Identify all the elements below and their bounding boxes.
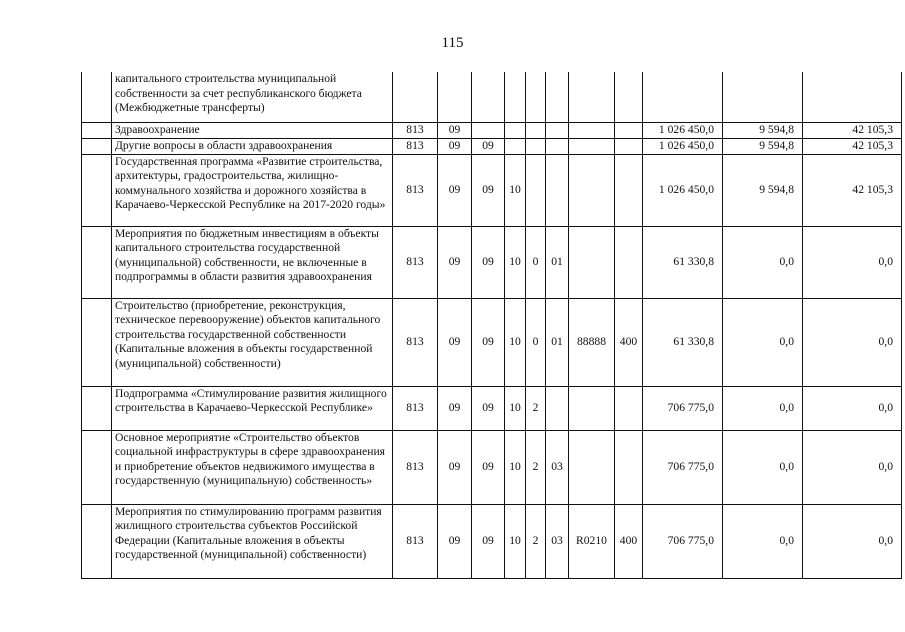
section-code-cell: 09 [438, 504, 472, 578]
table-row [82, 504, 902, 578]
amount-year-3-cell: 0,0 [803, 504, 902, 578]
page-number: 115 [441, 35, 464, 51]
subsection-code-cell: 09 [472, 430, 505, 504]
event-code-cell: 01 [546, 298, 569, 386]
item-name-cell: капитального строительства муниципальной собственности за счет республиканского бюджета (Межбюджетные трансферты) [112, 72, 393, 122]
program-code-cell: 10 [505, 154, 526, 226]
event-code-cell [546, 386, 569, 430]
amount-year-2-cell: 0,0 [723, 504, 803, 578]
event-code-cell [546, 138, 569, 154]
subprogram-code-cell [526, 122, 546, 138]
program-code-cell [505, 138, 526, 154]
table-row [82, 430, 902, 504]
budget-table [81, 72, 902, 579]
amount-year-2-cell: 9 594,8 [723, 138, 803, 154]
section-code-cell: 09 [438, 430, 472, 504]
amount-year-3-cell: 0,0 [803, 386, 902, 430]
table-row [82, 154, 902, 226]
subprogram-code-cell [526, 154, 546, 226]
amount-year-3-cell: 42 105,3 [803, 122, 902, 138]
item-name-cell: Государственная программа «Развитие строительства, архитектуры, градостроительства, жилищно-коммунального хозяйства и дорожного хозяйства в Карачаево-Черкесской Республике на 2017-2020 годы» [112, 154, 393, 226]
program-code-cell: 10 [505, 386, 526, 430]
event-code-cell [546, 72, 569, 122]
row-number-cell [82, 386, 112, 430]
event-code-cell [546, 122, 569, 138]
ministry-code-cell: 813 [393, 122, 438, 138]
item-name-cell: Основное мероприятие «Строительство объектов социальной инфраструктуры в сфере здравоохранения и приобретение объектов недвижимого имущества в государственную (муниципальную) собственность» [112, 430, 393, 504]
program-code-cell: 10 [505, 298, 526, 386]
event-code-cell: 03 [546, 430, 569, 504]
direction-code-cell [569, 72, 615, 122]
subsection-code-cell [472, 122, 505, 138]
amount-year-2-cell: 0,0 [723, 226, 803, 298]
subsection-code-cell: 09 [472, 226, 505, 298]
amount-year-3-cell: 42 105,3 [803, 154, 902, 226]
amount-year-2-cell [723, 72, 803, 122]
amount-year-1-cell: 706 775,0 [643, 430, 723, 504]
event-code-cell: 01 [546, 226, 569, 298]
expense-type-cell [615, 72, 643, 122]
amount-year-3-cell: 0,0 [803, 298, 902, 386]
subsection-code-cell: 09 [472, 386, 505, 430]
expense-type-cell [615, 226, 643, 298]
ministry-code-cell: 813 [393, 138, 438, 154]
row-number-cell [82, 504, 112, 578]
amount-year-3-cell: 0,0 [803, 226, 902, 298]
ministry-code-cell: 813 [393, 430, 438, 504]
subsection-code-cell: 09 [472, 154, 505, 226]
amount-year-3-cell [803, 72, 902, 122]
expense-type-cell: 400 [615, 298, 643, 386]
direction-code-cell [569, 154, 615, 226]
table-row [82, 226, 902, 298]
row-number-cell [82, 122, 112, 138]
subprogram-code-cell [526, 138, 546, 154]
amount-year-2-cell: 0,0 [723, 430, 803, 504]
event-code-cell: 03 [546, 504, 569, 578]
subsection-code-cell: 09 [472, 298, 505, 386]
amount-year-2-cell: 0,0 [723, 386, 803, 430]
table-row [82, 386, 902, 430]
subsection-code-cell: 09 [472, 504, 505, 578]
section-code-cell: 09 [438, 154, 472, 226]
direction-code-cell [569, 386, 615, 430]
expense-type-cell [615, 154, 643, 226]
program-code-cell [505, 122, 526, 138]
direction-code-cell [569, 138, 615, 154]
ministry-code-cell: 813 [393, 504, 438, 578]
row-number-cell [82, 430, 112, 504]
ministry-code-cell [393, 72, 438, 122]
program-code-cell: 10 [505, 226, 526, 298]
expense-type-cell: 400 [615, 504, 643, 578]
subprogram-code-cell: 0 [526, 298, 546, 386]
table-row [82, 122, 902, 138]
amount-year-1-cell [643, 72, 723, 122]
ministry-code-cell: 813 [393, 386, 438, 430]
subprogram-code-cell: 2 [526, 430, 546, 504]
amount-year-2-cell: 9 594,8 [723, 122, 803, 138]
ministry-code-cell: 813 [393, 226, 438, 298]
section-code-cell: 09 [438, 122, 472, 138]
subsection-code-cell [472, 72, 505, 122]
subprogram-code-cell: 2 [526, 386, 546, 430]
direction-code-cell: R0210 [569, 504, 615, 578]
amount-year-1-cell: 61 330,8 [643, 298, 723, 386]
item-name-cell: Подпрограмма «Стимулирование развития жилищного строительства в Карачаево-Черкесской Республике» [112, 386, 393, 430]
table-row [82, 298, 902, 386]
expense-type-cell [615, 386, 643, 430]
subprogram-code-cell: 0 [526, 226, 546, 298]
section-code-cell: 09 [438, 138, 472, 154]
expense-type-cell [615, 122, 643, 138]
ministry-code-cell: 813 [393, 154, 438, 226]
row-number-cell [82, 72, 112, 122]
amount-year-1-cell: 706 775,0 [643, 386, 723, 430]
program-code-cell [505, 72, 526, 122]
amount-year-1-cell: 61 330,8 [643, 226, 723, 298]
amount-year-1-cell: 1 026 450,0 [643, 122, 723, 138]
table-row [82, 138, 902, 154]
amount-year-1-cell: 1 026 450,0 [643, 138, 723, 154]
item-name-cell: Строительство (приобретение, реконструкция, техническое перевооружение) объектов капитального строительства государственной собственности (Капитальные вложения в объекты государственной (муниципальной) собственности) [112, 298, 393, 386]
direction-code-cell: 88888 [569, 298, 615, 386]
amount-year-3-cell: 0,0 [803, 430, 902, 504]
row-number-cell [82, 226, 112, 298]
item-name-cell: Мероприятия по бюджетным инвестициям в объекты капитального строительства государственной (муниципальной) собственности, не включенные в подпрограммы в области развития здравоохранения [112, 226, 393, 298]
subprogram-code-cell [526, 72, 546, 122]
row-number-cell [82, 138, 112, 154]
program-code-cell: 10 [505, 430, 526, 504]
direction-code-cell [569, 430, 615, 504]
section-code-cell: 09 [438, 386, 472, 430]
item-name-cell: Другие вопросы в области здравоохранения [112, 138, 393, 154]
direction-code-cell [569, 226, 615, 298]
amount-year-3-cell: 42 105,3 [803, 138, 902, 154]
amount-year-1-cell: 1 026 450,0 [643, 154, 723, 226]
amount-year-2-cell: 9 594,8 [723, 154, 803, 226]
event-code-cell [546, 154, 569, 226]
section-code-cell: 09 [438, 226, 472, 298]
subprogram-code-cell: 2 [526, 504, 546, 578]
amount-year-2-cell: 0,0 [723, 298, 803, 386]
expense-type-cell [615, 138, 643, 154]
expense-type-cell [615, 430, 643, 504]
item-name-cell: Здравоохранение [112, 122, 393, 138]
section-code-cell [438, 72, 472, 122]
subsection-code-cell: 09 [472, 138, 505, 154]
table-row [82, 72, 902, 122]
amount-year-1-cell: 706 775,0 [643, 504, 723, 578]
section-code-cell: 09 [438, 298, 472, 386]
ministry-code-cell: 813 [393, 298, 438, 386]
program-code-cell: 10 [505, 504, 526, 578]
item-name-cell: Мероприятия по стимулированию программ развития жилищного строительства субъектов Российской Федерации (Капитальные вложения в объекты государственной (муниципальной) собственности) [112, 504, 393, 578]
row-number-cell [82, 154, 112, 226]
row-number-cell [82, 298, 112, 386]
direction-code-cell [569, 122, 615, 138]
